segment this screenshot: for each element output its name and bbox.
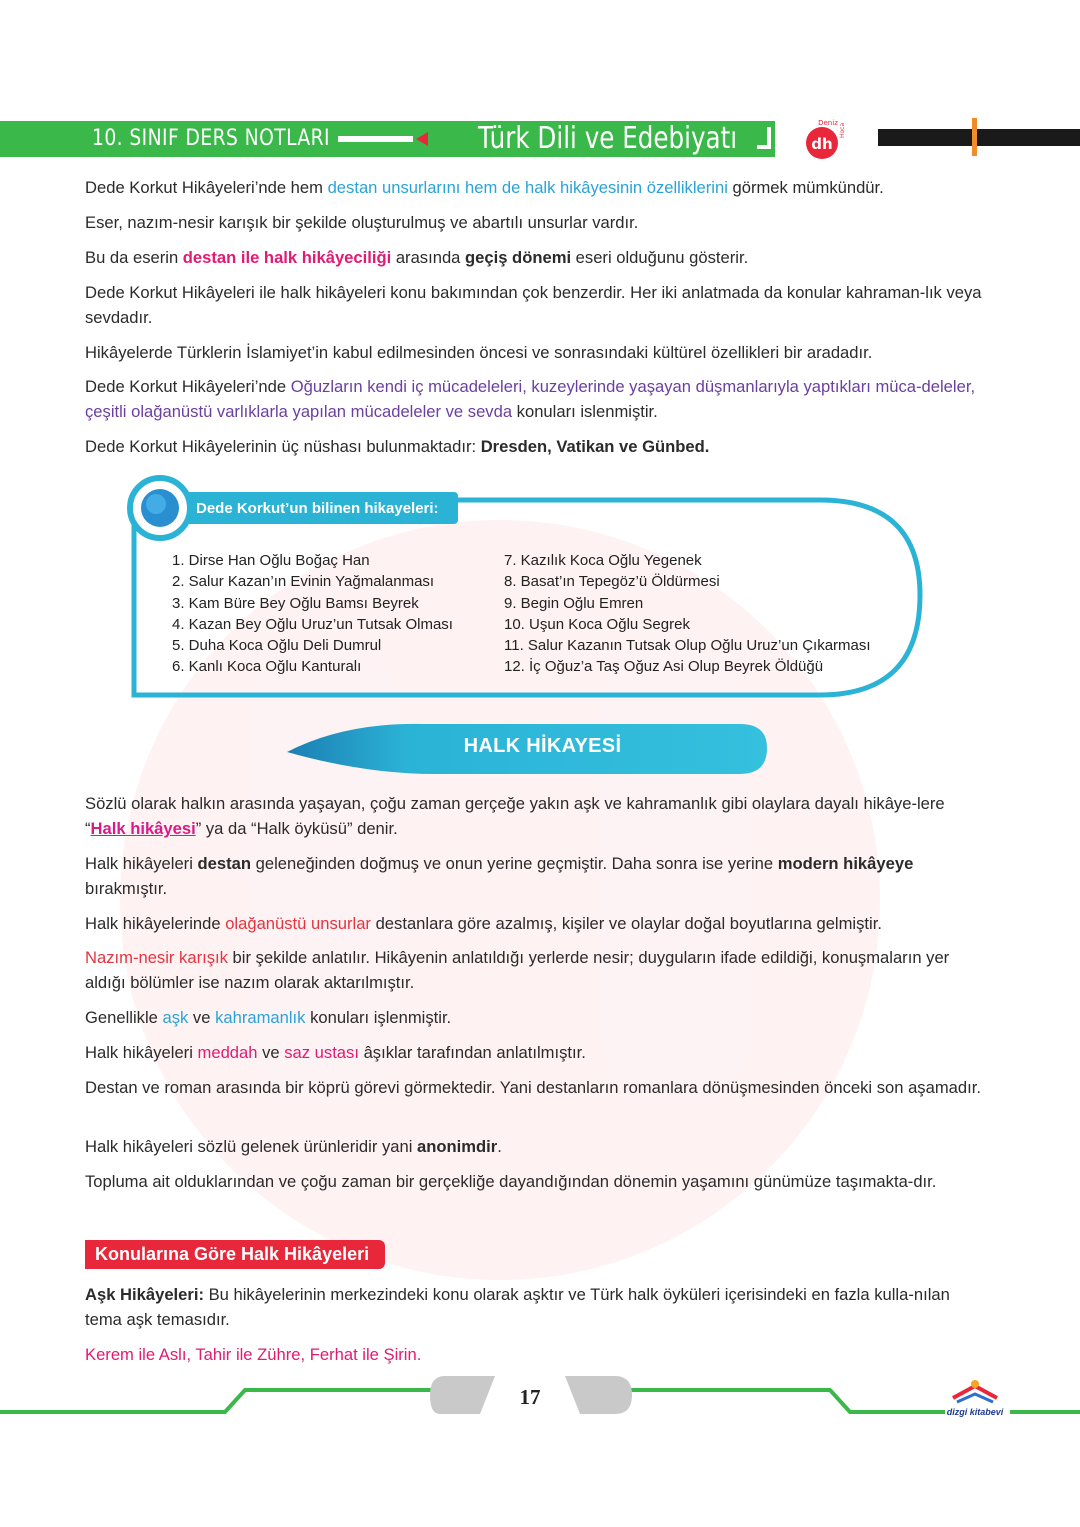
logo-label-top: Deniz (818, 119, 838, 127)
header-subject-title: Türk Dili ve Edebiyatı (478, 121, 738, 156)
section-label-topics: Konularına Göre Halk Hikâyeleri (85, 1240, 385, 1269)
halk-paragraph-8: Halk hikâyeleri sözlü gelenek ürünleridir yani anonimdir. (85, 1137, 502, 1156)
topics-paragraph-1: Aşk Hikâyeleri: Bu hikâyelerinin merkezindeki konu olarak aşktır ve Türk halk öyküleri içerisindeki en fazla kulla-nılan tema aşk temasıdır. (85, 1285, 950, 1329)
header-class-title: 10. SINIF DERS NOTLARI (92, 126, 330, 151)
stories-list-right (504, 550, 871, 678)
intro-paragraph-7: Dede Korkut Hikâyelerinin üç nüshası bulunmaktadır: Dresden, Vatikan ve Günbed. (85, 437, 710, 456)
list-item: 2. Salur Kazan’ın Evinin Yağmalanması (172, 573, 435, 591)
halk-paragraph-1: Sözlü olarak halkın arasında yaşayan, çoğu zaman gerçeğe yakın aşk ve kahramanlık gibi olaylara dayalı hikâye-lere “Halk hikâyesi” ya da “Halk öyküsü” denir. (85, 794, 945, 838)
list-item: 1. Dirse Han Oğlu Boğaç Han (172, 552, 370, 569)
header-black-bar (878, 129, 1080, 146)
list-item: 11. Salur Kazanın Tutsak Olup Oğlu Uruz’un Çıkarması (504, 637, 871, 655)
page-number: 17 (519, 1385, 541, 1409)
intro-paragraph-6: Dede Korkut Hikâyeleri’nde Oğuzların kendi iç mücadeleleri, kuzeylerinde yaşayan düşmanlarıyla yaptıkları müca-deleler, çeşitli olağanüstü varlıklarla yapılan mücadeleler ve sevda konuları islenmiştir. (85, 377, 976, 421)
stories-box-title: Dede Korkut’un bilinen hikayeleri: (196, 500, 439, 517)
header-orange-mark (972, 118, 977, 156)
list-item: 3. Kam Büre Bey Oğlu Bamsı Beyrek (172, 594, 419, 612)
topics-paragraph-2: Kerem ile Aslı, Tahir ile Zühre, Ferhat ile Şirin. (85, 1345, 422, 1364)
publisher-name: dizgi kitabevi (946, 1407, 1004, 1417)
section-title-halk-hikayesi: HALK HİKAYESİ (463, 735, 622, 757)
header-divider-line (338, 136, 413, 142)
halk-paragraph-5: Genellikle aşk ve kahramanlık konuları işlenmiştir. (85, 1008, 452, 1027)
logo-label-side: Hoca (839, 122, 846, 138)
list-item: 4. Kazan Bey Oğlu Uruz’un Tutsak Olması (172, 615, 453, 633)
intro-paragraph-2: Eser, nazım-nesir karışık bir şekilde oluşturulmuş ve abartılı unsurlar vardır. (85, 213, 639, 232)
halk-paragraph-7: Destan ve roman arasında bir köprü görevi görmektedir. Yani destanların romanlara dönüşmesinden önceki son aşamadır. (85, 1078, 981, 1097)
arrow-left-icon (416, 132, 428, 146)
intro-paragraph-1: Dede Korkut Hikâyeleri’nde hem destan unsurlarını hem de halk hikâyesinin özelliklerini görmek mümkündür. (85, 178, 884, 197)
brand-logo (800, 118, 850, 162)
list-item: 9. Begin Oğlu Emren (504, 594, 644, 612)
list-item: 7. Kazılık Koca Oğlu Yegenek (504, 552, 702, 569)
intro-paragraph-5: Hikâyelerde Türklerin İslamiyet’in kabul edilmesinden öncesi ve sonrasındaki kültürel özellikleri bir aradadır. (85, 343, 873, 362)
halk-paragraph-6: Halk hikâyeleri meddah ve saz ustası âşıklar tarafından anlatılmıştır. (85, 1043, 586, 1062)
intro-paragraph-3: Bu da eserin destan ile halk hikâyeciliği arasında geçiş dönemi eseri olduğunu gösterir. (85, 248, 749, 267)
halk-paragraph-2: Halk hikâyeleri destan geleneğinden doğmuş ve onun yerine geçmiştir. Daha sonra ise yerine modern hikâyeye bırakmıştır. (85, 854, 914, 898)
logo-mark: dh (811, 135, 833, 153)
list-item: 5. Duha Koca Oğlu Deli Dumrul (172, 637, 382, 655)
check-icon (755, 125, 773, 153)
list-item: 12. İç Oğuz’a Taş Oğuz Asi Olup Beyrek Öldüğü (504, 658, 824, 676)
list-item: 8. Basat’ın Tepegöz’ü Öldürmesi (504, 573, 720, 591)
stories-list-left (172, 550, 453, 678)
list-item: 6. Kanlı Koca Oğlu Kanturalı (172, 658, 362, 676)
intro-paragraph-4: Dede Korkut Hikâyeleri ile halk hikâyeleri konu bakımından çok benzerdir. Her iki anlatmada da konular kahraman-lık veya sevdadır. (85, 283, 982, 327)
halk-paragraph-3: Halk hikâyelerinde olağanüstü unsurlar destanlara göre azalmış, kişiler ve olaylar doğal boyutlarına gelmiştir. (85, 914, 882, 933)
halk-hikayesi-term: Halk hikâyesi (90, 819, 196, 838)
halk-paragraph-9: Topluma ait olduklarından ve çoğu zaman bir gerçekliğe dayandığından dönemin yaşamını günümüze taşımakta-dır. (85, 1172, 937, 1191)
list-item: 10. Uşun Koca Oğlu Segrek (504, 615, 690, 633)
halk-paragraph-4: Nazım-nesir karışık bir şekilde anlatılır. Hikâyenin anlatıldığı yerlerde nesir; duyguların ifade edildiği, konuşmaların yer aldığı bölümler ise nazım olarak aktarılmıştır. (85, 948, 950, 992)
